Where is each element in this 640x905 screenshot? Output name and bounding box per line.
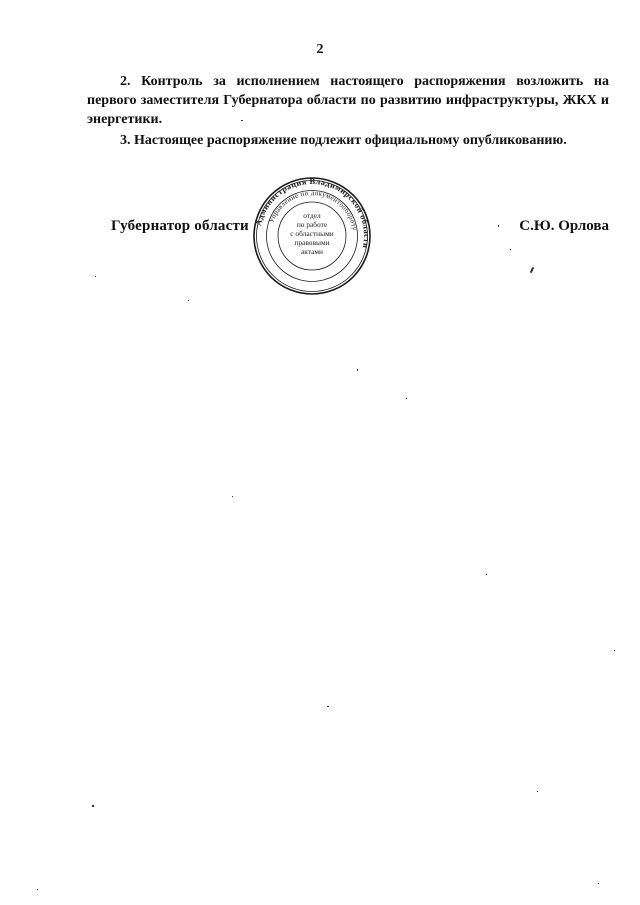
scan-speck — [357, 369, 358, 371]
scan-speck — [486, 574, 487, 575]
scan-speck — [598, 883, 599, 884]
scan-speck — [95, 276, 96, 277]
seal-center-line-4: правовыми — [294, 238, 330, 247]
scan-speck — [37, 889, 38, 890]
signer-position: Губернатор области — [111, 218, 249, 234]
page-number: 2 — [316, 42, 324, 57]
seal-center-line-2: по работе — [296, 220, 328, 229]
scan-speck — [232, 496, 233, 497]
paragraph-control: 2. Контроль за исполнением настоящего распоряжения возложить на первого заместителя Губернатора области по развитию инфраструктуры, ЖКХ и энергетики. — [87, 74, 609, 127]
scan-speck — [188, 300, 189, 301]
scan-speck — [614, 650, 615, 651]
seal-center-line-5: актами — [300, 247, 324, 256]
scan-speck — [406, 398, 407, 399]
scan-speck — [241, 120, 243, 121]
scan-speck — [530, 267, 534, 273]
scan-speck — [327, 706, 329, 707]
scan-speck — [510, 249, 511, 250]
seal-center-line-3: с областными — [290, 229, 334, 238]
scan-speck — [537, 791, 538, 792]
seal-outer-text: Администрация Владимирской области — [254, 176, 372, 250]
seal-center-line-1: отдел — [303, 211, 321, 220]
signer-name: С.Ю. Орлова — [519, 218, 609, 234]
official-seal-stamp — [252, 176, 372, 296]
paragraph-publication: 3. Настоящее распоряжение подлежит официальному опубликованию. — [120, 133, 567, 148]
seal-middle-text: Управление по документообороту — [267, 188, 359, 232]
scan-speck — [92, 805, 94, 807]
scan-speck — [498, 225, 499, 227]
